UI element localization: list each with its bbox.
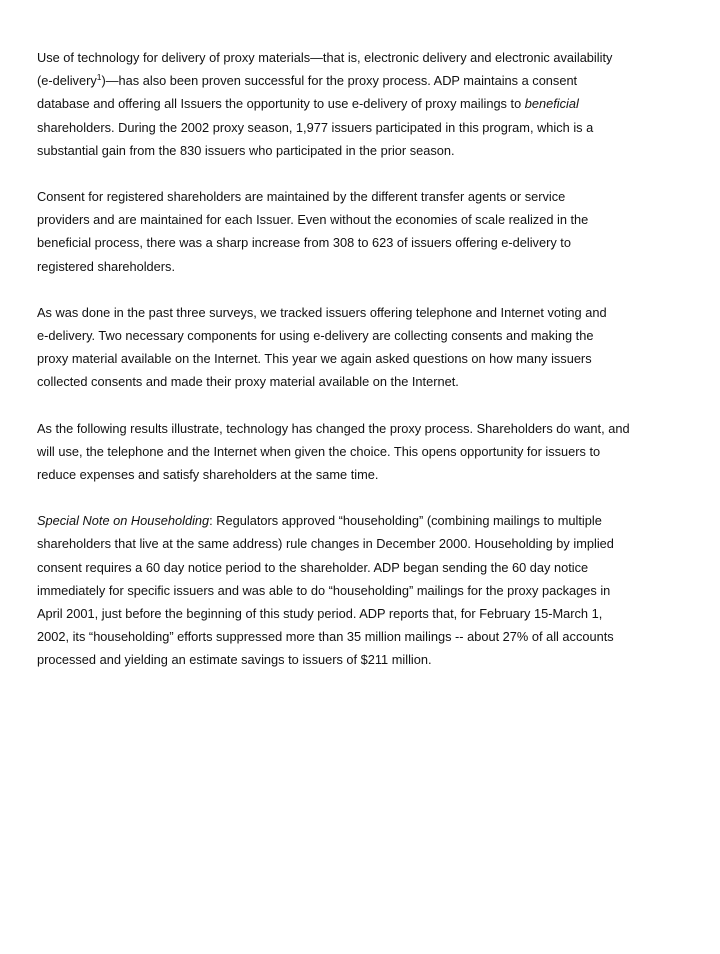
text-line: April 2001, just before the beginning of this study period. ADP reports that, for February 15-March 1, [37, 606, 603, 622]
text-line: proxy material available on the Internet. This year we again asked questions on how many issuers [37, 351, 592, 367]
text-line: As the following results illustrate, technology has changed the proxy process. Shareholders do want, and [37, 420, 630, 436]
text-line: immediately for specific issuers and was able to do “householding” mailings for the proxy packages in [37, 582, 611, 598]
text-line: processed and yielding an estimate savings to issuers of $211 million. [37, 652, 432, 668]
text-line: Consent for registered shareholders are maintained by the different transfer agents or service [37, 189, 566, 205]
text-line: providers and are maintained for each Issuer. Even without the economies of scale realized in the [37, 212, 589, 228]
text-line [37, 509, 670, 532]
text-line: beneficial process, there was a sharp increase from 308 to 623 of issuers offering e-delivery to [37, 235, 571, 251]
text-line [37, 69, 670, 92]
paragraph-e-delivery [37, 46, 670, 162]
text-line: 2002, its “householding” efforts suppressed more than 35 million mailings -- about 27% of all accounts [37, 629, 614, 645]
text-line: e-delivery. Two necessary components for using e-delivery are collecting consents and making the [37, 328, 594, 344]
paragraph-results [37, 417, 670, 487]
text-line: consent requires a 60 day notice period to the shareholder. ADP began sending the 60 day notice [37, 559, 589, 575]
emphasis-text: beneficial [524, 96, 579, 112]
footnote-marker: 1 [96, 72, 102, 83]
text-span: database and offering all Issuers the opportunity to use e-delivery of proxy mailings to [37, 96, 525, 112]
text-line: reduce expenses and satisfy shareholders at the same time. [37, 467, 379, 483]
text-line: collected consents and made their proxy material available on the Internet. [37, 374, 459, 390]
text-line: Use of technology for delivery of proxy materials—that is, electronic delivery and electronic availability [37, 50, 613, 65]
text-line: As was done in the past three surveys, we tracked issuers offering telephone and Internet voting and [37, 304, 607, 320]
text-line: shareholders. During the 2002 proxy season, 1,977 issuers participated in this program, which is a [37, 119, 594, 135]
text-line: registered shareholders. [37, 258, 175, 274]
text-span: (e-delivery [37, 73, 97, 89]
text-span: )—has also been proven successful for the proxy process. ADP maintains a consent [101, 73, 578, 89]
text-span: : Regulators approved “householding” (combining mailings to multiple [209, 513, 602, 529]
paragraph-surveys [37, 301, 670, 394]
text-line [37, 92, 670, 115]
text-line: substantial gain from the 830 issuers who participated in the prior season. [37, 142, 455, 158]
emphasis-text: Special Note on Householding [37, 513, 210, 529]
paragraph-householding [37, 509, 670, 671]
text-line: will use, the telephone and the Internet when given the choice. This opens opportunity for issuers to [37, 443, 601, 459]
text-line: shareholders that live at the same address) rule changes in December 2000. Householding by implied [37, 536, 614, 552]
paragraph-registered-consent [37, 185, 670, 278]
